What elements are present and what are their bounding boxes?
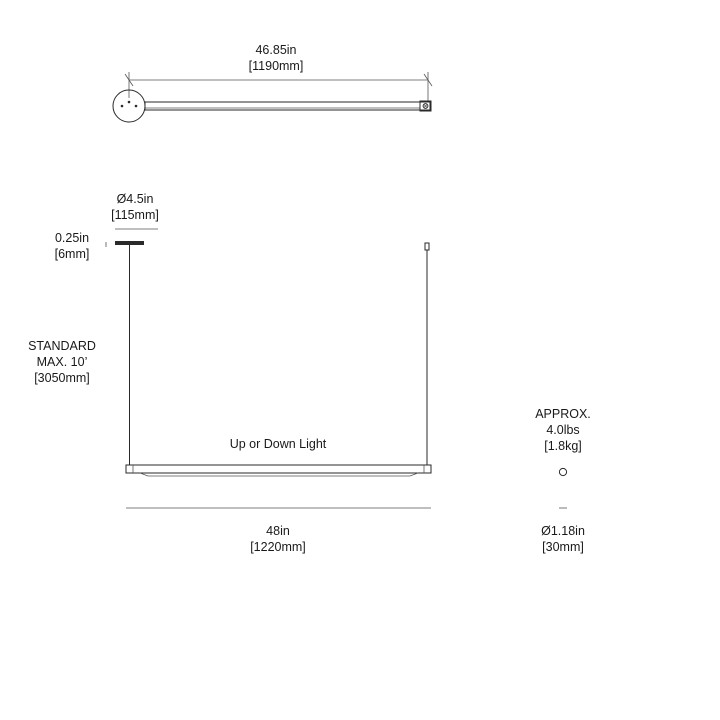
- top-length-label: [236, 42, 316, 74]
- canopy-screw-dot: [135, 105, 138, 108]
- light-direction-text: Up or Down Light: [229, 437, 327, 451]
- canopy-thickness-label: [42, 230, 102, 262]
- canopy-diameter-label: [100, 191, 170, 223]
- profile-diameter-label: [528, 523, 598, 555]
- fixture-length-mm: [1220mm]: [250, 540, 306, 554]
- suspension-line-3: [3050mm]: [34, 371, 90, 385]
- canopy-diameter-mm: [115mm]: [111, 208, 159, 222]
- weight-line-3: [1.8kg]: [544, 439, 582, 453]
- profile-diameter-in: Ø1.18in: [541, 524, 585, 538]
- top-view: [113, 72, 432, 122]
- profile-diameter-mm: [30mm]: [542, 540, 584, 554]
- canopy-side: [115, 241, 144, 245]
- fixture-side-body: [126, 465, 431, 473]
- weight-label: [523, 406, 603, 454]
- profile-circle: [559, 468, 566, 475]
- top-length-in: 46.85in: [255, 43, 297, 57]
- weight-line-1: APPROX.: [535, 407, 591, 421]
- side-view: [106, 229, 431, 508]
- suspension-length-label: [22, 338, 102, 386]
- canopy-diameter-in: Ø4.5in: [116, 192, 154, 206]
- canopy-screw-dot: [128, 101, 131, 104]
- canopy-thickness-mm: [6mm]: [54, 247, 90, 261]
- fixture-top-bar: [145, 102, 430, 110]
- top-length-mm: [1190mm]: [248, 59, 304, 73]
- profile-view: [559, 468, 567, 508]
- canopy-screw-dot: [121, 105, 124, 108]
- fixture-length-label: [238, 523, 318, 555]
- fixture-length-in: 48in: [266, 524, 290, 538]
- cable-gripper-right: [425, 243, 429, 250]
- suspension-line-1: STANDARD: [28, 339, 96, 353]
- suspension-line-2: MAX. 10’: [36, 355, 88, 369]
- light-direction-label: [208, 436, 348, 452]
- canopy-thickness-in: 0.25in: [54, 231, 90, 245]
- weight-line-2: 4.0lbs: [546, 423, 580, 437]
